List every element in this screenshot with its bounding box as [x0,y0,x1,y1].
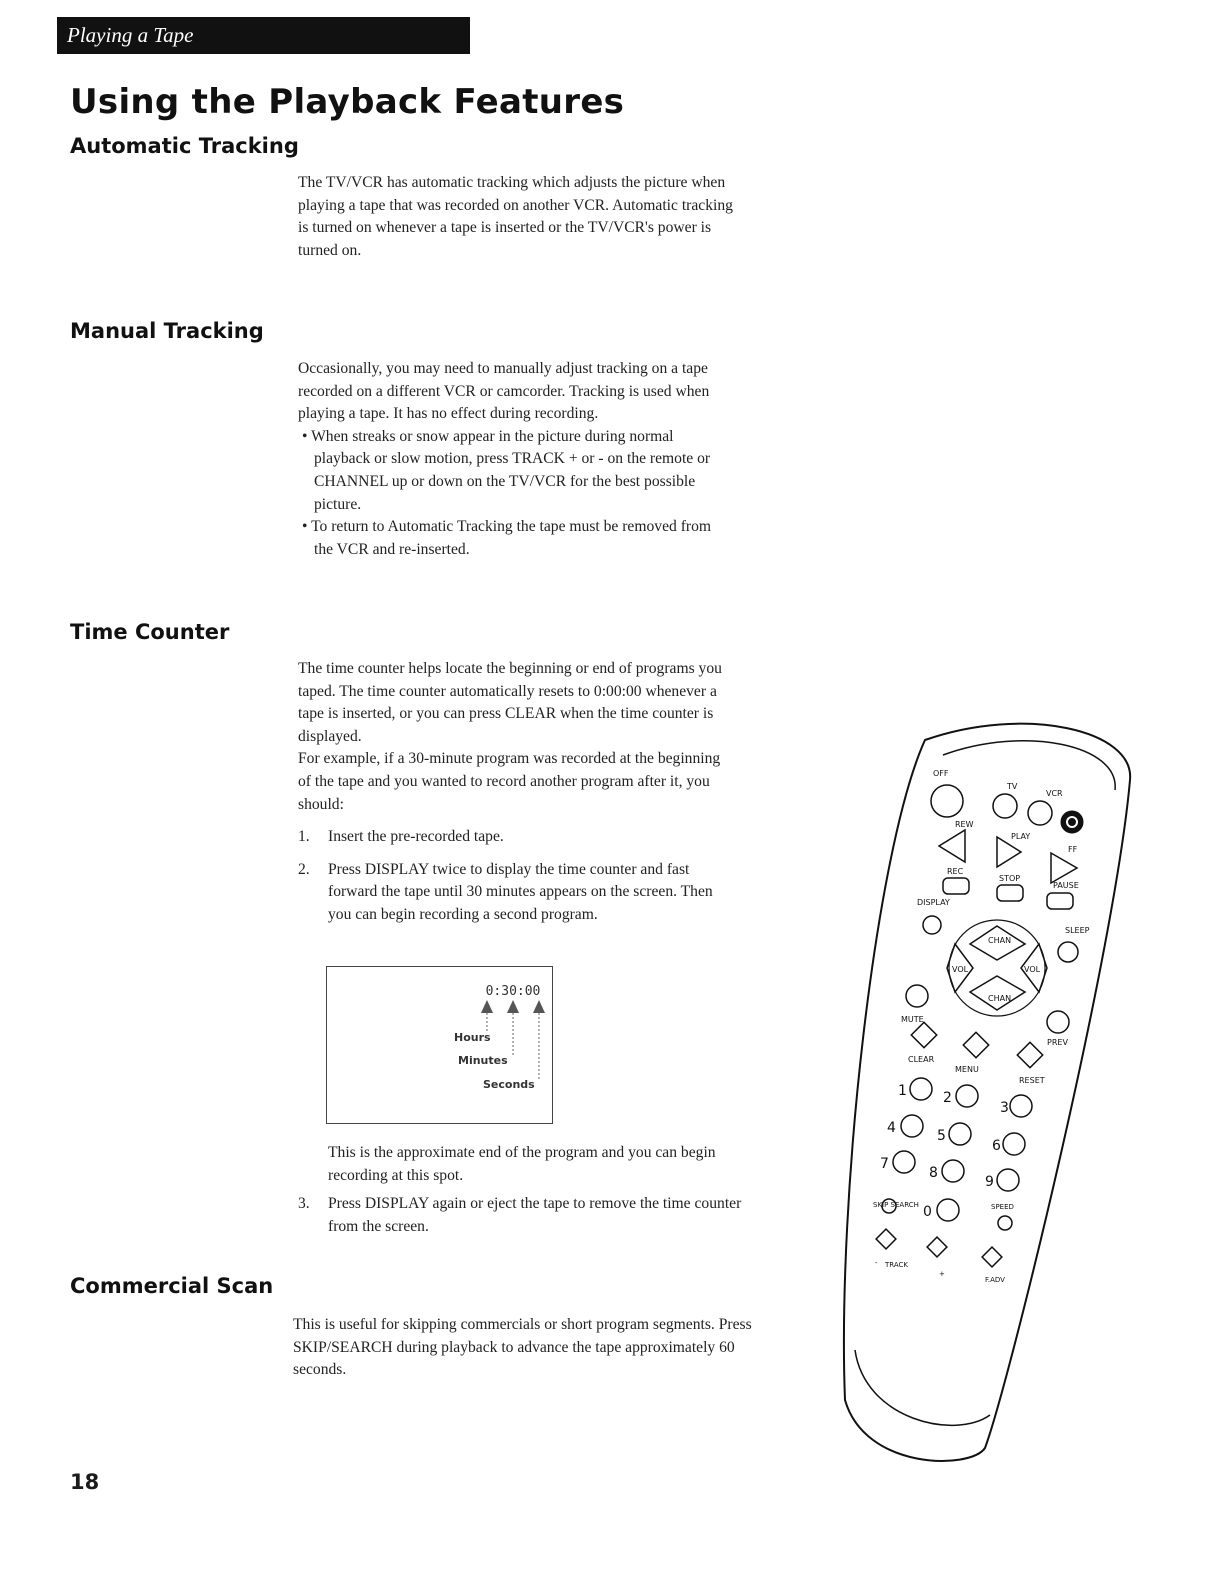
step-item [298,826,728,849]
digit-9-label: 9 [985,1174,994,1190]
step-item [298,859,728,927]
label-vol-left: VOL [952,965,969,974]
commercial-scan-paragraph: This is useful for skipping commercials or short program segments. Press SKIP/SEARCH during playback to advance the tape approximately 60 seconds. [293,1316,752,1379]
label-vcr: VCR [1046,789,1063,798]
label-stop: STOP [999,874,1021,883]
heading-manual-tracking: Manual Tracking [70,319,264,343]
bullet-item: • When streaks or snow appear in the picture during normal playback or slow motion, press TRACK + or - on the remote or CHANNEL up or down on the TV/VCR for the best possible picture. [302,427,711,513]
digit-4-label: 4 [887,1120,896,1136]
label-rec: REC [947,867,964,876]
label-track-plus: + [939,1270,945,1278]
label-sleep: SLEEP [1065,926,1090,935]
time-counter-after-text [298,1142,748,1238]
label-track: TRACK [885,1261,908,1269]
digit-0-label: 0 [923,1204,932,1220]
label-menu: MENU [955,1065,979,1074]
time-counter-text [298,658,728,927]
automatic-tracking-paragraph: The TV/VCR has automatic tracking which adjusts the picture when playing a tape that was recorded on another VCR. Automatic tracking is turned on whenever a tape is inserted or the TV/VCR's power is turned on. [298,174,733,259]
arrow-seconds-icon [533,1000,545,1013]
digit-7-label: 7 [880,1156,889,1172]
page-title: Using the Playback Features [70,82,625,122]
arrow-minutes-icon [507,1000,519,1013]
label-skip-search: SKIP SEARCH [873,1201,919,1209]
label-pause: PAUSE [1053,881,1079,890]
time-counter-paragraph-2: For example, if a 30-minute program was recorded at the beginning of the tape and you wanted to record another program after it, you should: [298,750,721,813]
label-play: PLAY [1011,832,1031,841]
step-number: 1. [298,828,310,846]
label-tv: TV [1007,782,1018,791]
remote-body [844,724,1130,1461]
bullet-text: When streaks or snow appear in the picture during normal playback or slow motion, press TRACK + or - on the remote or CHANNEL up or down on the TV/VCR for the best possible picture. [311,427,711,513]
label-seconds: Seconds [483,1078,535,1091]
power-button-icon[interactable] [1061,811,1083,833]
digit-5-label: 5 [937,1128,946,1144]
remote-control-illustration [815,700,1145,1470]
label-off: OFF [933,769,949,778]
automatic-tracking-text [298,172,738,262]
arrow-hours-icon [481,1000,493,1013]
label-rew: REW [955,820,974,829]
step-number: 2. [298,860,310,878]
label-mute: MUTE [901,1015,924,1024]
counter-display: 0:30:00 [485,984,541,999]
label-clear: CLEAR [908,1055,935,1064]
digit-3-label: 3 [1000,1100,1009,1116]
digit-8-label: 8 [929,1165,938,1181]
label-chan-down: CHAN [988,994,1012,1003]
digit-2-label: 2 [943,1090,952,1106]
label-track-minus: - [875,1259,878,1267]
heading-automatic-tracking: Automatic Tracking [70,134,299,158]
label-minutes: Minutes [458,1054,508,1067]
label-chan-up: CHAN [988,936,1012,945]
label-fadv: F.ADV [985,1276,1005,1284]
time-counter-paragraph-1: The time counter helps locate the beginning or end of programs you taped. The time counter automatically resets to 0:00:00 whenever a tape is inserted, or you can press CLEAR when the time counter is displayed. [298,660,722,745]
commercial-scan-text [293,1314,753,1382]
bullet-item: • To return to Automatic Tracking the tape must be removed from the VCR and re-inserted. [302,518,712,558]
step-text: Press DISPLAY again or eject the tape to remove the time counter from the screen. [328,1195,742,1235]
label-ff: FF [1068,845,1078,854]
label-reset: RESET [1019,1076,1045,1085]
manual-tracking-text [298,358,728,561]
page-number: 18 [70,1470,100,1494]
label-speed: SPEED [991,1203,1014,1211]
time-counter-figure [326,966,553,1124]
time-counter-diagram [327,967,554,1125]
label-hours: Hours [454,1031,491,1044]
step-item [298,1193,748,1238]
step-text: Insert the pre-recorded tape. [328,828,504,846]
arrows [481,1000,545,1013]
step-text: Press DISPLAY twice to display the time counter and fast forward the tape until 30 minutes appears on the screen. Then you can begin recording a second program. [328,860,713,923]
label-vol-right: VOL [1024,965,1041,974]
heading-commercial-scan: Commercial Scan [70,1274,274,1298]
bullet-text: To return to Automatic Tracking the tape must be removed from the VCR and re-inserted. [311,518,712,558]
digit-1-label: 1 [898,1083,907,1099]
after-figure-paragraph: This is the approximate end of the program and you can begin recording at this spot. [328,1144,716,1184]
label-prev: PREV [1047,1038,1068,1047]
digit-6-label: 6 [992,1138,1001,1154]
section-banner: Playing a Tape [57,17,470,54]
label-display: DISPLAY [917,898,950,907]
manual-tracking-paragraph: Occasionally, you may need to manually adjust tracking on a tape recorded on a different VCR or camcorder. Tracking is used when playing a tape. It has no effect during recording. [298,360,710,423]
step-number: 3. [298,1195,310,1213]
heading-time-counter: Time Counter [70,620,230,644]
